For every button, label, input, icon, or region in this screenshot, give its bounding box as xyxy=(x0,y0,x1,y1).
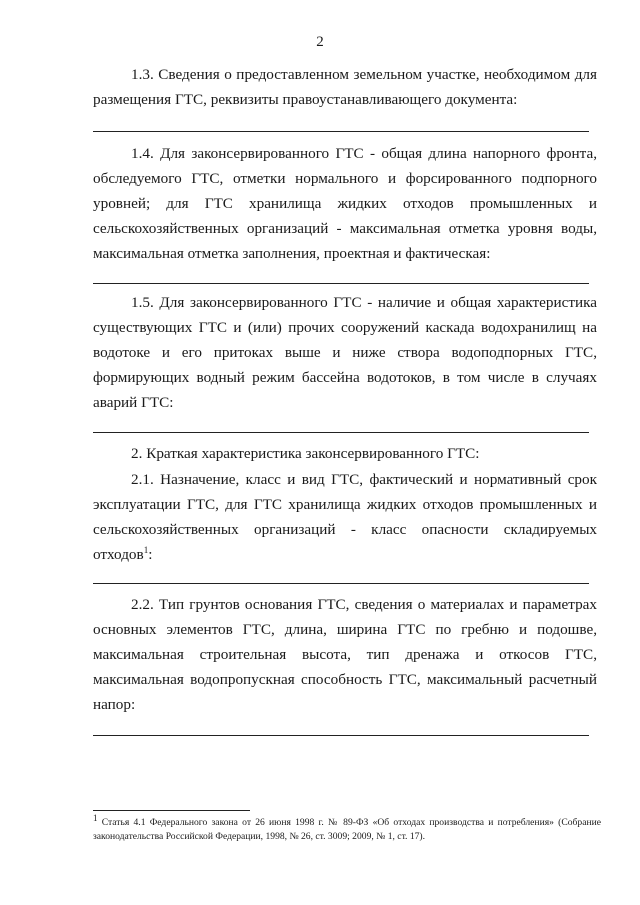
section-1-4: 1.4. Для законсервированного ГТС - общая длина напорного фронта, обследуемого ГТС, отметки нормального и форсированного подпорного уровней; для ГТС хранилища жидких отходов промышленных и сельскохозяйственных организаций - максимальная отметка уровня воды, максимальная отметка заполнения, проектная и фактическая: xyxy=(93,145,597,262)
section-2-1-tail: : xyxy=(148,546,153,563)
fill-line-1-3 xyxy=(93,131,589,132)
section-2-heading: 2. Краткая характеристика законсервированного ГТС: xyxy=(131,445,480,462)
section-2-1-text: 2.1. Назначение, класс и вид ГТС, фактический и нормативный срок эксплуатации ГТС, для ГТС хранилища жидких отходов промышленных и сельскохозяйственных организаций - класс опасности складируемых отходов xyxy=(93,471,597,563)
section-2-1 xyxy=(93,467,597,567)
section-2-2: 2.2. Тип грунтов основания ГТС, сведения о материалах и параметрах основных элементов ГТС, длина, ширина ГТС по гребню и подошве, максимальная строительная высота, тип дренажа и откосов ГТС, максимальная водопропускная способность ГТС, максимальный расчетный напор: xyxy=(93,596,597,713)
footnote-text: Статья 4.1 Федерального закона от 26 июня 1998 г. № 89-ФЗ «Об отходах производства и потребления» (Собрание законодательства Российской Федерации, 1998, № 26, ст. 3009; 2009, № 1, ст. 17). xyxy=(93,817,601,842)
footnote-rule xyxy=(93,810,250,811)
footnote-ref: 1 xyxy=(143,544,149,555)
fill-line-1-5 xyxy=(93,432,589,433)
page-number: 2 xyxy=(316,34,324,50)
fill-line-2-1 xyxy=(93,583,589,584)
section-1-3: 1.3. Сведения о предоставленном земельном участке, необходимом для размещения ГТС, реквизиты правоустанавливающего документа: xyxy=(93,66,597,108)
footnote xyxy=(93,812,601,844)
footnote-mark: 1 xyxy=(93,812,98,823)
section-1-5: 1.5. Для законсервированного ГТС - наличие и общая характеристика существующих ГТС и (или) прочих сооружений каскада водохранилищ на водотоке и его притоках выше и ниже створа водоподпорных ГТС, формирующих водный режим бассейна водотоков, в том числе в случаях аварий ГТС: xyxy=(93,294,597,411)
fill-line-1-4 xyxy=(93,283,589,284)
fill-line-2-2 xyxy=(93,735,589,736)
